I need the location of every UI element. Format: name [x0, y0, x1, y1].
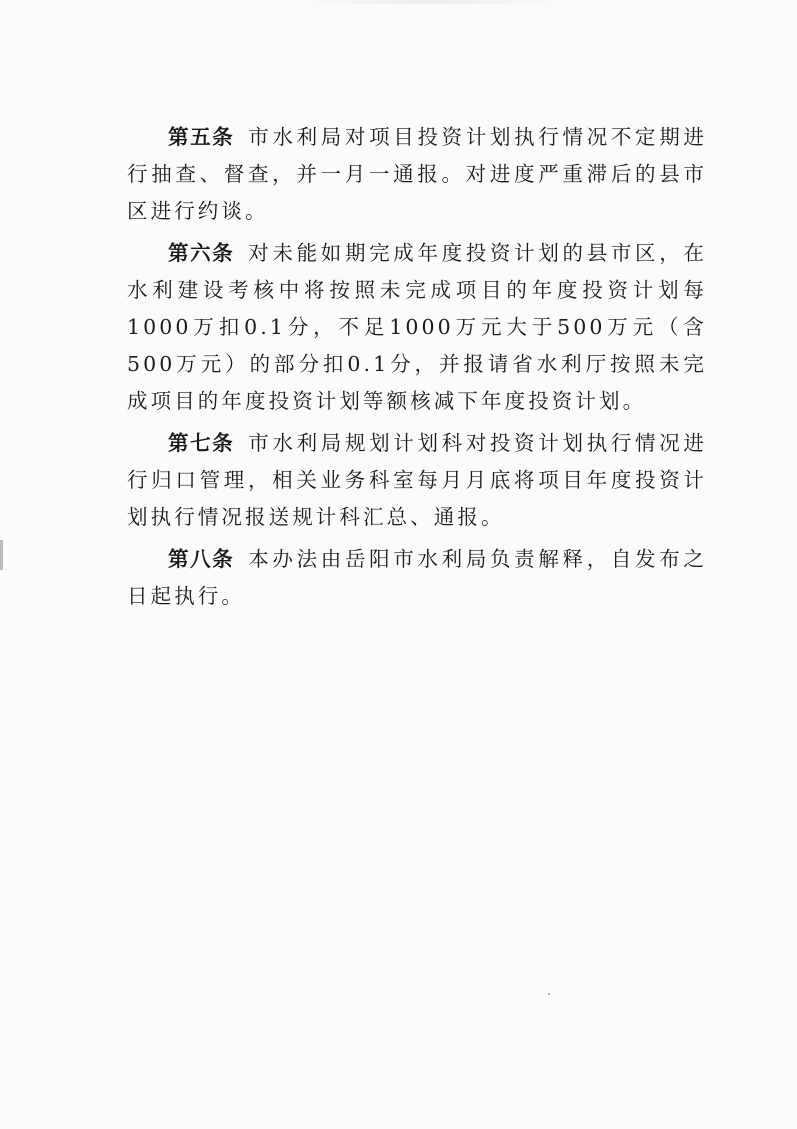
- article-text: 市水利局对项目投资计划执行情况不定期进行抽查、督查，并一月一通报。对进度严重滞后的县市区进行约谈。: [127, 125, 707, 223]
- article-6: [127, 235, 707, 420]
- article-heading: 第五条: [168, 125, 235, 149]
- article-7: [127, 425, 707, 536]
- article-8: [127, 541, 707, 615]
- scan-artifact: [0, 540, 3, 570]
- article-text: 对未能如期完成年度投资计划的县市区，在水利建设考核中将按照未完成项目的年度投资计划每1000万扣0.1分，不足1000万元大于500万元（含500万元）的部分扣0.1分，并报请省水利厅按照未完成项目的年度投资计划等额核减下年度投资计划。: [127, 241, 707, 413]
- article-heading: 第八条: [168, 547, 235, 571]
- scan-artifact: [548, 993, 550, 995]
- article-heading: 第六条: [168, 241, 235, 265]
- scan-artifact: [300, 0, 560, 4]
- article-heading: 第七条: [168, 431, 235, 455]
- article-5: [127, 119, 707, 230]
- article-text: 市水利局规划计划科对投资计划执行情况进行归口管理，相关业务科室每月月底将项目年度投资计划执行情况报送规计科汇总、通报。: [127, 431, 707, 529]
- document-body: [127, 119, 707, 620]
- article-text: 本办法由岳阳市水利局负责解释，自发布之日起执行。: [127, 547, 707, 608]
